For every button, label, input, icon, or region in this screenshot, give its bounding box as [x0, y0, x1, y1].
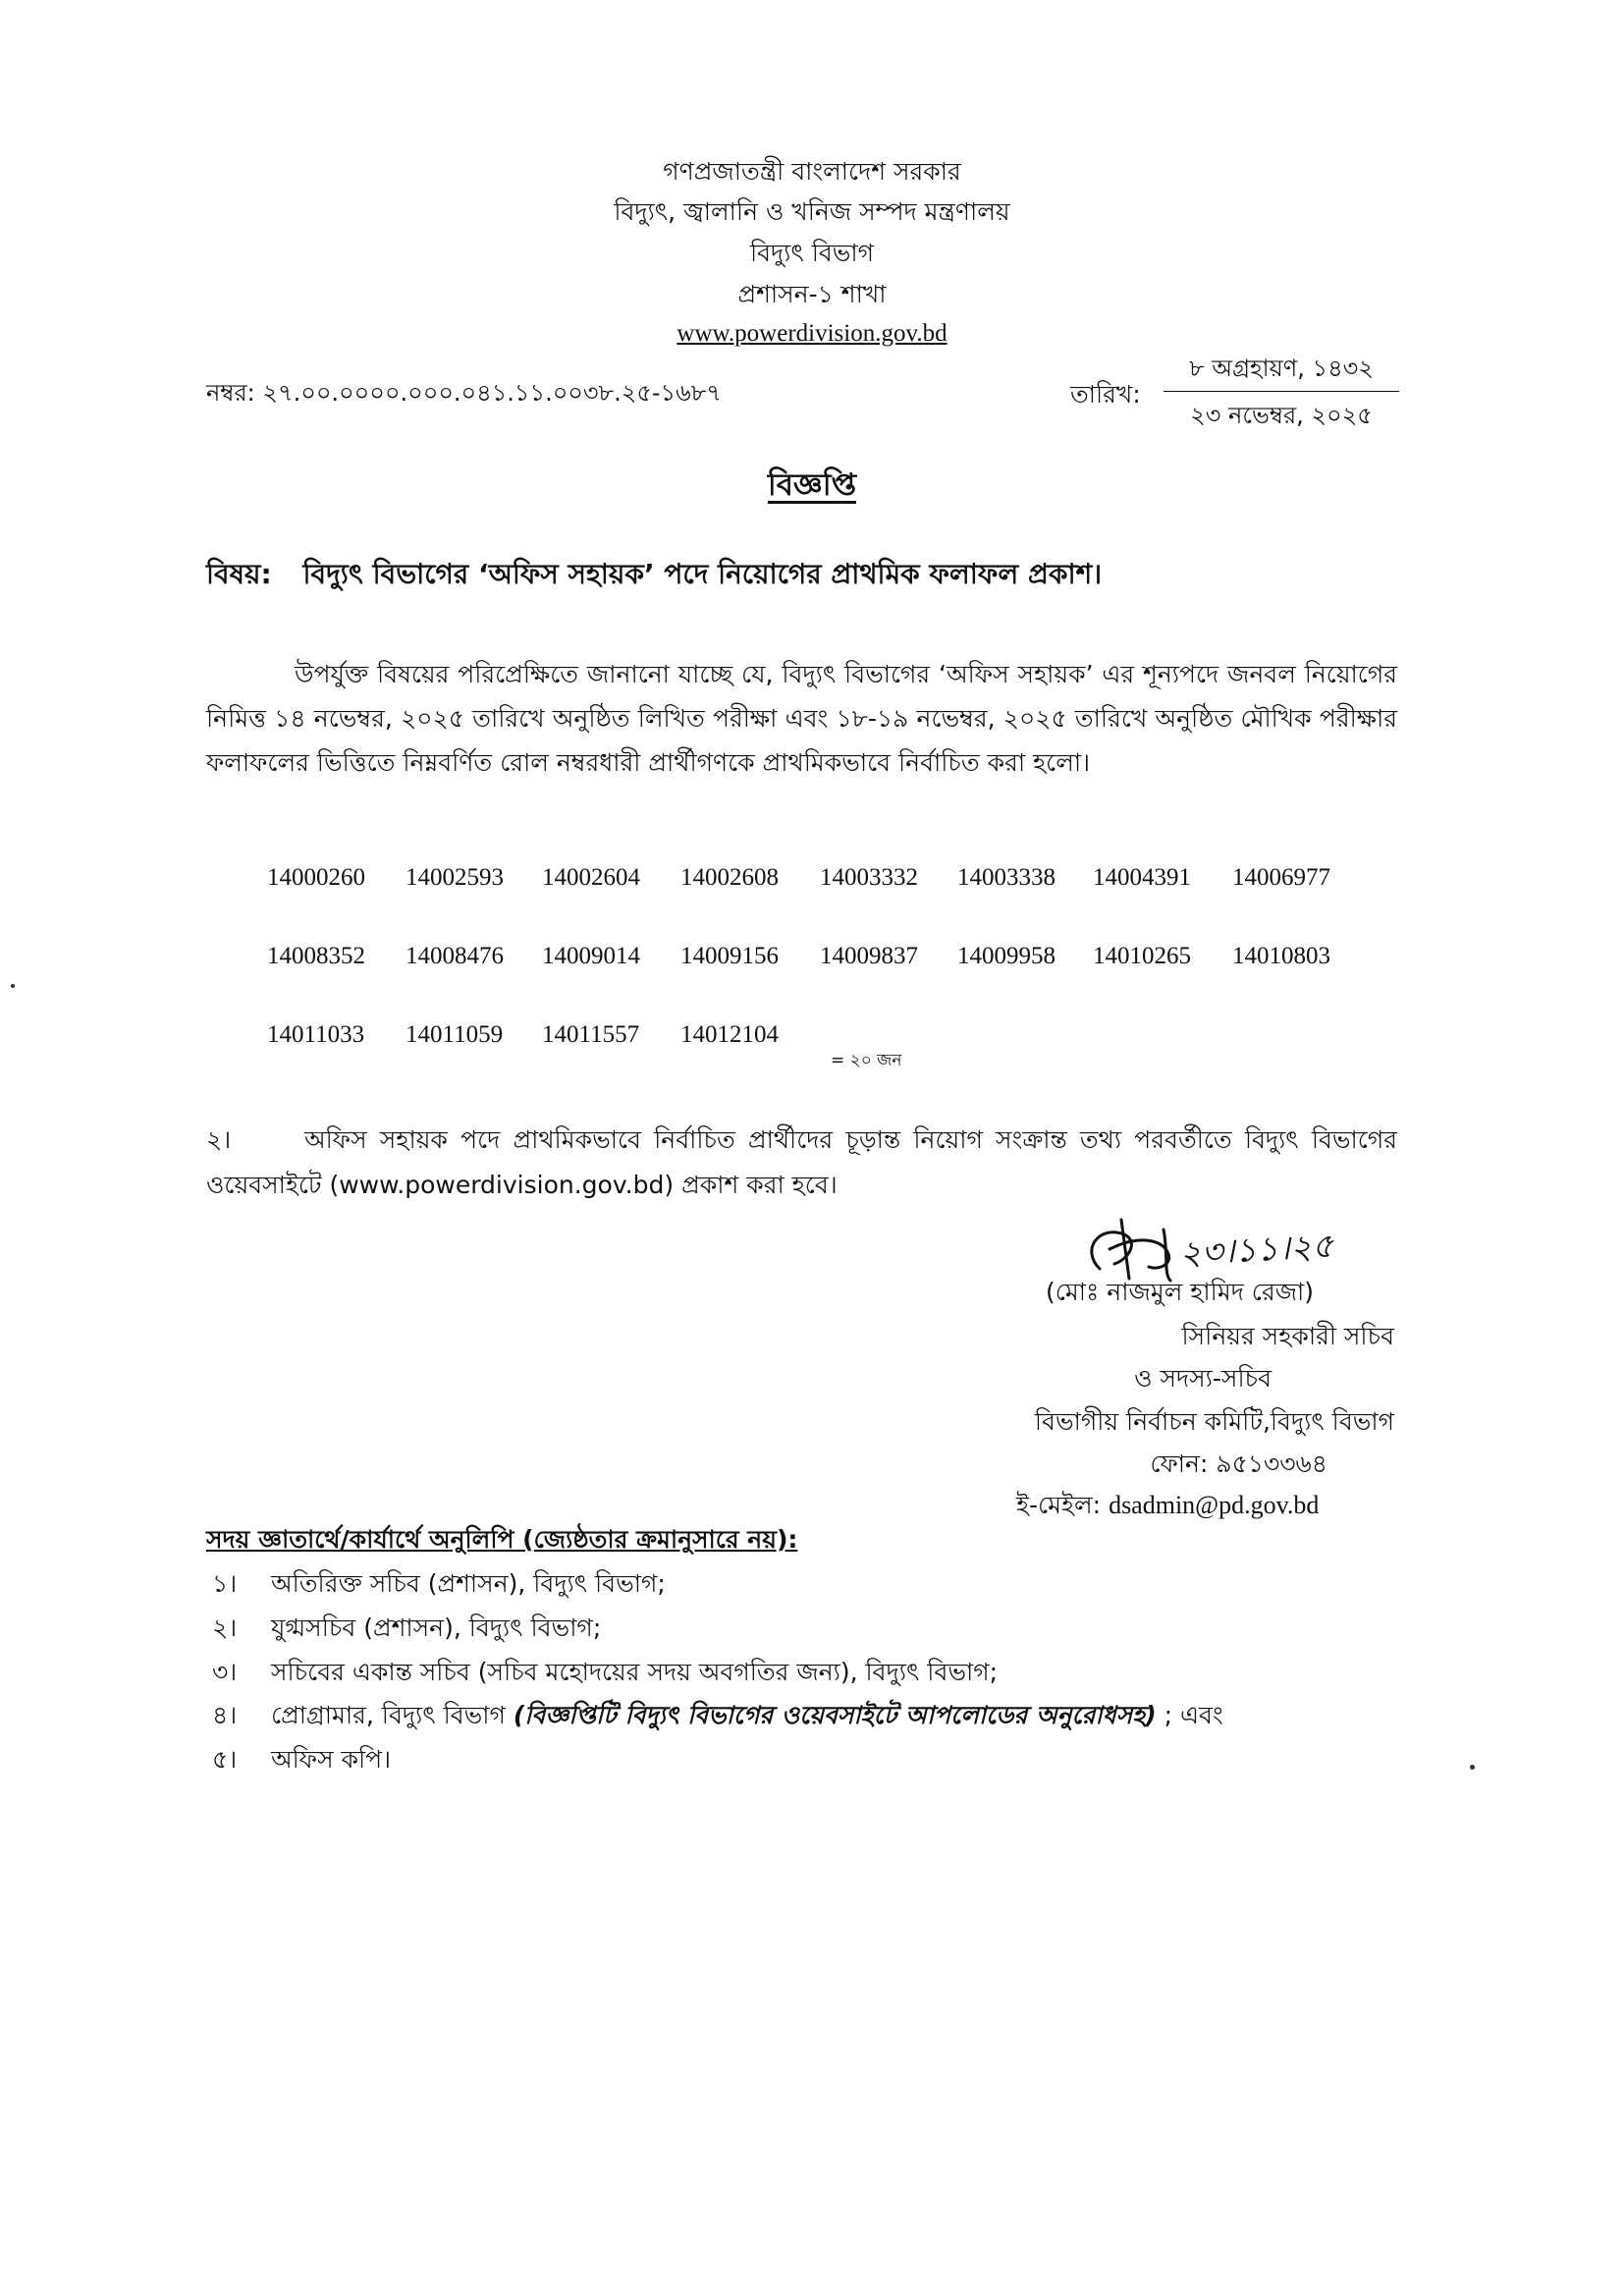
- subject-line: [206, 553, 1102, 599]
- cc-item: ২। যুগ্মসচিব (প্রশাসন), বিদ্যুৎ বিভাগ;: [212, 1613, 602, 1642]
- date-bangla: ৮ অগ্রহায়ণ, ১৪৩২: [1189, 355, 1374, 382]
- total-count: = ২০ জন: [831, 1051, 902, 1070]
- roll-number: 14010265: [1093, 943, 1191, 969]
- email-address: dsadmin@pd.gov.bd: [1109, 1491, 1320, 1519]
- roll-number: 14002593: [406, 864, 504, 891]
- signatory-role: ও সদস্য-সচিব: [1134, 1364, 1272, 1393]
- header-ministry: বিদ্যুৎ, জ্বালানি ও খনিজ সম্পদ মন্ত্রণালয়: [614, 197, 1010, 226]
- roll-number: 14000260: [267, 864, 365, 891]
- memo-number: নম্বর: ২৭.০০.০০০০.০০০.০৪১.১১.০০৩৮.২৫-১৬৮৭: [206, 379, 722, 407]
- body-paragraph-text: উপর্যুক্ত বিষয়ের পরিপ্রেক্ষিতে জানানো যাচ্ছে যে, বিদ্যুৎ বিভাগের ‘অফিস সহায়ক’ এর শূন্যপদে জনবল নিয়োগের নিমিত্ত ১৪ নভেম্বর, ২০২৫ তারিখে অনুষ্ঠিত লিখিত পরীক্ষা এবং ১৮-১৯ নভেম্বর, ২০২৫ তারিখে অনুষ্ঠিত মৌখিক পরীক্ষার ফলাফলের ভিত্তিতে নিম্নবর্ণিত রোল নম্বরধারী প্রার্থীগণকে প্রাথমিকভাবে নির্বাচিত করা হলো।: [206, 660, 1397, 777]
- roll-number: 14011059: [406, 1021, 504, 1048]
- signatory-email: ই-মেইল: dsadmin@pd.gov.bd: [1016, 1491, 1320, 1519]
- signature-date: ২৩।১১।২৫: [1178, 1226, 1335, 1274]
- second-paragraph-text: অফিস সহায়ক পদে প্রাথমিকভাবে নির্বাচিত প্রার্থীদের চূড়ান্ত নিয়োগ সংক্রান্ত তথ্য পরবর্তীতে বিদ্যুৎ বিভাগের ওয়েবসাইটে (www.powerdivision.gov.bd) প্রকাশ করা হবে।: [206, 1125, 1397, 1199]
- roll-number: 14010803: [1232, 943, 1330, 969]
- signatory-designation: সিনিয়র সহকারী সচিব: [1181, 1322, 1394, 1350]
- header-government: গণপ্রজাতন্ত্রী বাংলাদেশ সরকার: [663, 157, 961, 186]
- date-divider: [1164, 391, 1399, 392]
- subject-text: বিদ্যুৎ বিভাগের ‘অফিস সহায়ক’ পদে নিয়োগের প্রাথমিক ফলাফল প্রকাশ।: [302, 558, 1103, 590]
- header-website: www.powerdivision.gov.bd: [677, 320, 947, 347]
- scan-speck: [1470, 1765, 1475, 1770]
- scan-speck: [11, 984, 15, 988]
- roll-number: 14011557: [542, 1021, 640, 1048]
- roll-number: 14002608: [680, 864, 779, 891]
- cc-heading: সদয় জ্ঞাতার্থে/কার্যার্থে অনুলিপি (জ্যেষ্ঠতার ক্রমানুসারে নয়):: [206, 1525, 798, 1554]
- signatory-phone: ফোন: ৯৫১৩৩৬৪: [1150, 1449, 1327, 1478]
- roll-number: 14003332: [820, 864, 918, 891]
- header-division: বিদ্যুৎ বিভাগ: [749, 239, 875, 267]
- cc-item: ৪। প্রোগ্রামার, বিদ্যুৎ বিভাগ (বিজ্ঞপ্তিটি বিদ্যুৎ বিভাগের ওয়েবসাইটে আপলোডের অনুরোধসহ) ; এবং: [212, 1701, 1223, 1729]
- signatory-name: (মোঃ নাজমুল হামিদ রেজা): [1046, 1278, 1315, 1306]
- roll-number: 14009837: [820, 943, 918, 969]
- roll-number: 14002604: [542, 864, 640, 891]
- roll-number: 14008476: [406, 943, 504, 969]
- roll-number: 14004391: [1093, 864, 1191, 891]
- roll-number: 14011033: [267, 1021, 365, 1048]
- paragraph-number: ২।: [206, 1125, 232, 1154]
- roll-number: 14003338: [957, 864, 1056, 891]
- roll-number: 14008352: [267, 943, 365, 969]
- roll-number: 14006977: [1232, 864, 1330, 891]
- signatory-committee: বিভাগীয় নির্বাচন কমিটি,বিদ্যুৎ বিভাগ: [1034, 1407, 1394, 1436]
- notice-title: বিজ্ঞপ্তি: [767, 467, 857, 503]
- roll-number: 14009958: [957, 943, 1056, 969]
- date-label: তারিখ:: [1070, 380, 1141, 409]
- cc-item: ১। অতিরিক্ত সচিব (প্রশাসন), বিদ্যুৎ বিভাগ;: [212, 1569, 666, 1598]
- roll-number: 14012104: [680, 1021, 779, 1048]
- roll-number: 14009014: [542, 943, 640, 969]
- cc-item: ৩। সচিবের একান্ত সচিব (সচিব মহোদয়ের সদয় অবগতির জন্য), বিদ্যুৎ বিভাগ;: [212, 1658, 999, 1686]
- date-gregorian: ২৩ নভেম্বর, ২০২৫: [1190, 402, 1373, 429]
- roll-number: 14009156: [680, 943, 779, 969]
- subject-label: বিষয়:: [206, 558, 272, 590]
- body-paragraph: [206, 652, 1397, 785]
- cc-item: ৫। অফিস কপি।: [212, 1745, 392, 1774]
- second-paragraph: [206, 1118, 1397, 1208]
- header-branch: প্রশাসন-১ শাখা: [737, 280, 887, 308]
